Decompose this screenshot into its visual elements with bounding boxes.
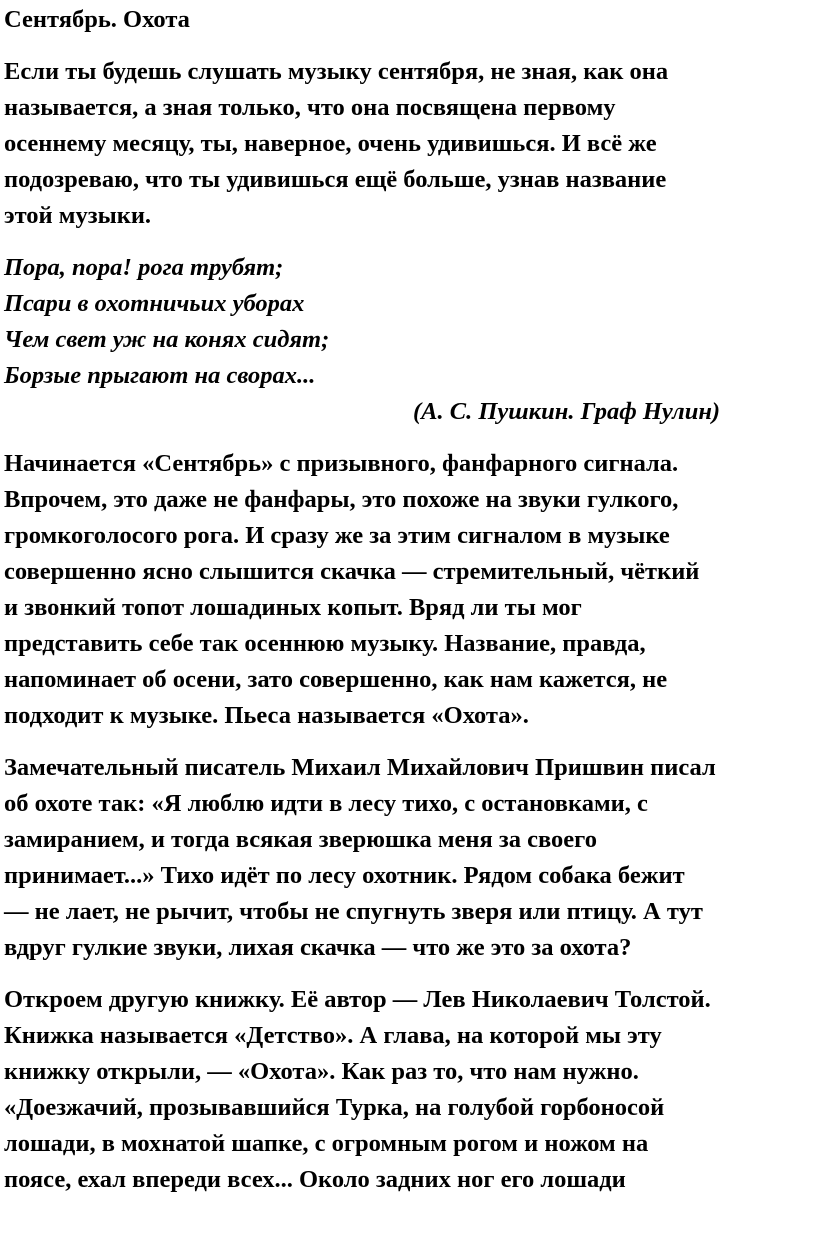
poem-line: Чем свет уж на конях сидят; — [4, 326, 330, 353]
text-line: Книжка называется «Детство». А глава, на которой мы эту — [4, 1022, 662, 1049]
text-line: замиранием, и тогда всякая зверюшка меня за своего — [4, 826, 597, 853]
page-title: Сентябрь. Охота — [4, 6, 190, 33]
paragraph-tolstoy — [4, 982, 810, 1198]
text-line: совершенно ясно слышится скачка — стремительный, чёткий — [4, 558, 700, 585]
text-line: вдруг гулкие звуки, лихая скачка — что же это за охота? — [4, 934, 632, 961]
text-line: напоминает об осени, зато совершенно, как нам кажется, не — [4, 666, 668, 693]
text-line: Начинается «Сентябрь» с призывного, фанфарного сигнала. — [4, 450, 679, 477]
text-line: этой музыки. — [4, 202, 152, 229]
paragraph-hunt-music — [4, 446, 810, 734]
poem-line: Псари в охотничьих уборах — [4, 290, 305, 317]
text-line: называется, а зная только, что она посвящена первому — [4, 94, 616, 121]
poem-quote — [4, 250, 810, 430]
text-line: лошади, в мохнатой шапке, с огромным рогом и ножом на — [4, 1130, 649, 1157]
poem-line: Пора, пора! рога трубят; — [4, 254, 284, 281]
text-line: подходит к музыке. Пьеса называется «Охота». — [4, 702, 529, 729]
text-line: Впрочем, это даже не фанфары, это похоже на звуки гулкого, — [4, 486, 679, 513]
text-line: громкоголосого рога. И сразу же за этим сигналом в музыке — [4, 522, 670, 549]
poem-line: Борзые прыгают на сворах... — [4, 362, 316, 389]
text-line: принимает...» Тихо идёт по лесу охотник. Рядом собака бежит — [4, 862, 685, 889]
text-line: осеннему месяцу, ты, наверное, очень удивишься. И всё же — [4, 130, 657, 157]
text-line: Если ты будешь слушать музыку сентября, не зная, как она — [4, 58, 669, 85]
text-line: подозреваю, что ты удивишься ещё больше, узнав название — [4, 166, 667, 193]
paragraph-prishvin — [4, 750, 810, 966]
text-line: «Доезжачий, прозывавшийся Турка, на голубой горбоносой — [4, 1094, 665, 1121]
text-line: и звонкий топот лошадиных копыт. Вряд ли ты мог — [4, 594, 582, 621]
text-line: Замечательный писатель Михаил Михайлович Пришвин писал — [4, 754, 716, 781]
intro-paragraph — [4, 54, 810, 234]
text-line: Откроем другую книжку. Её автор — Лев Николаевич Толстой. — [4, 986, 711, 1013]
text-line: представить себе так осеннюю музыку. Название, правда, — [4, 630, 646, 657]
text-line: поясе, ехал впереди всех... Около задних ног его лошади — [4, 1166, 626, 1193]
text-line: об охоте так: «Я люблю идти в лесу тихо, с остановками, с — [4, 790, 648, 817]
poem-attribution: (А. С. Пушкин. Граф Нулин) — [413, 398, 721, 425]
text-line: книжку открыли, — «Охота». Как раз то, что нам нужно. — [4, 1058, 639, 1085]
text-line: — не лает, не рычит, чтобы не спугнуть зверя или птицу. А тут — [4, 898, 703, 925]
